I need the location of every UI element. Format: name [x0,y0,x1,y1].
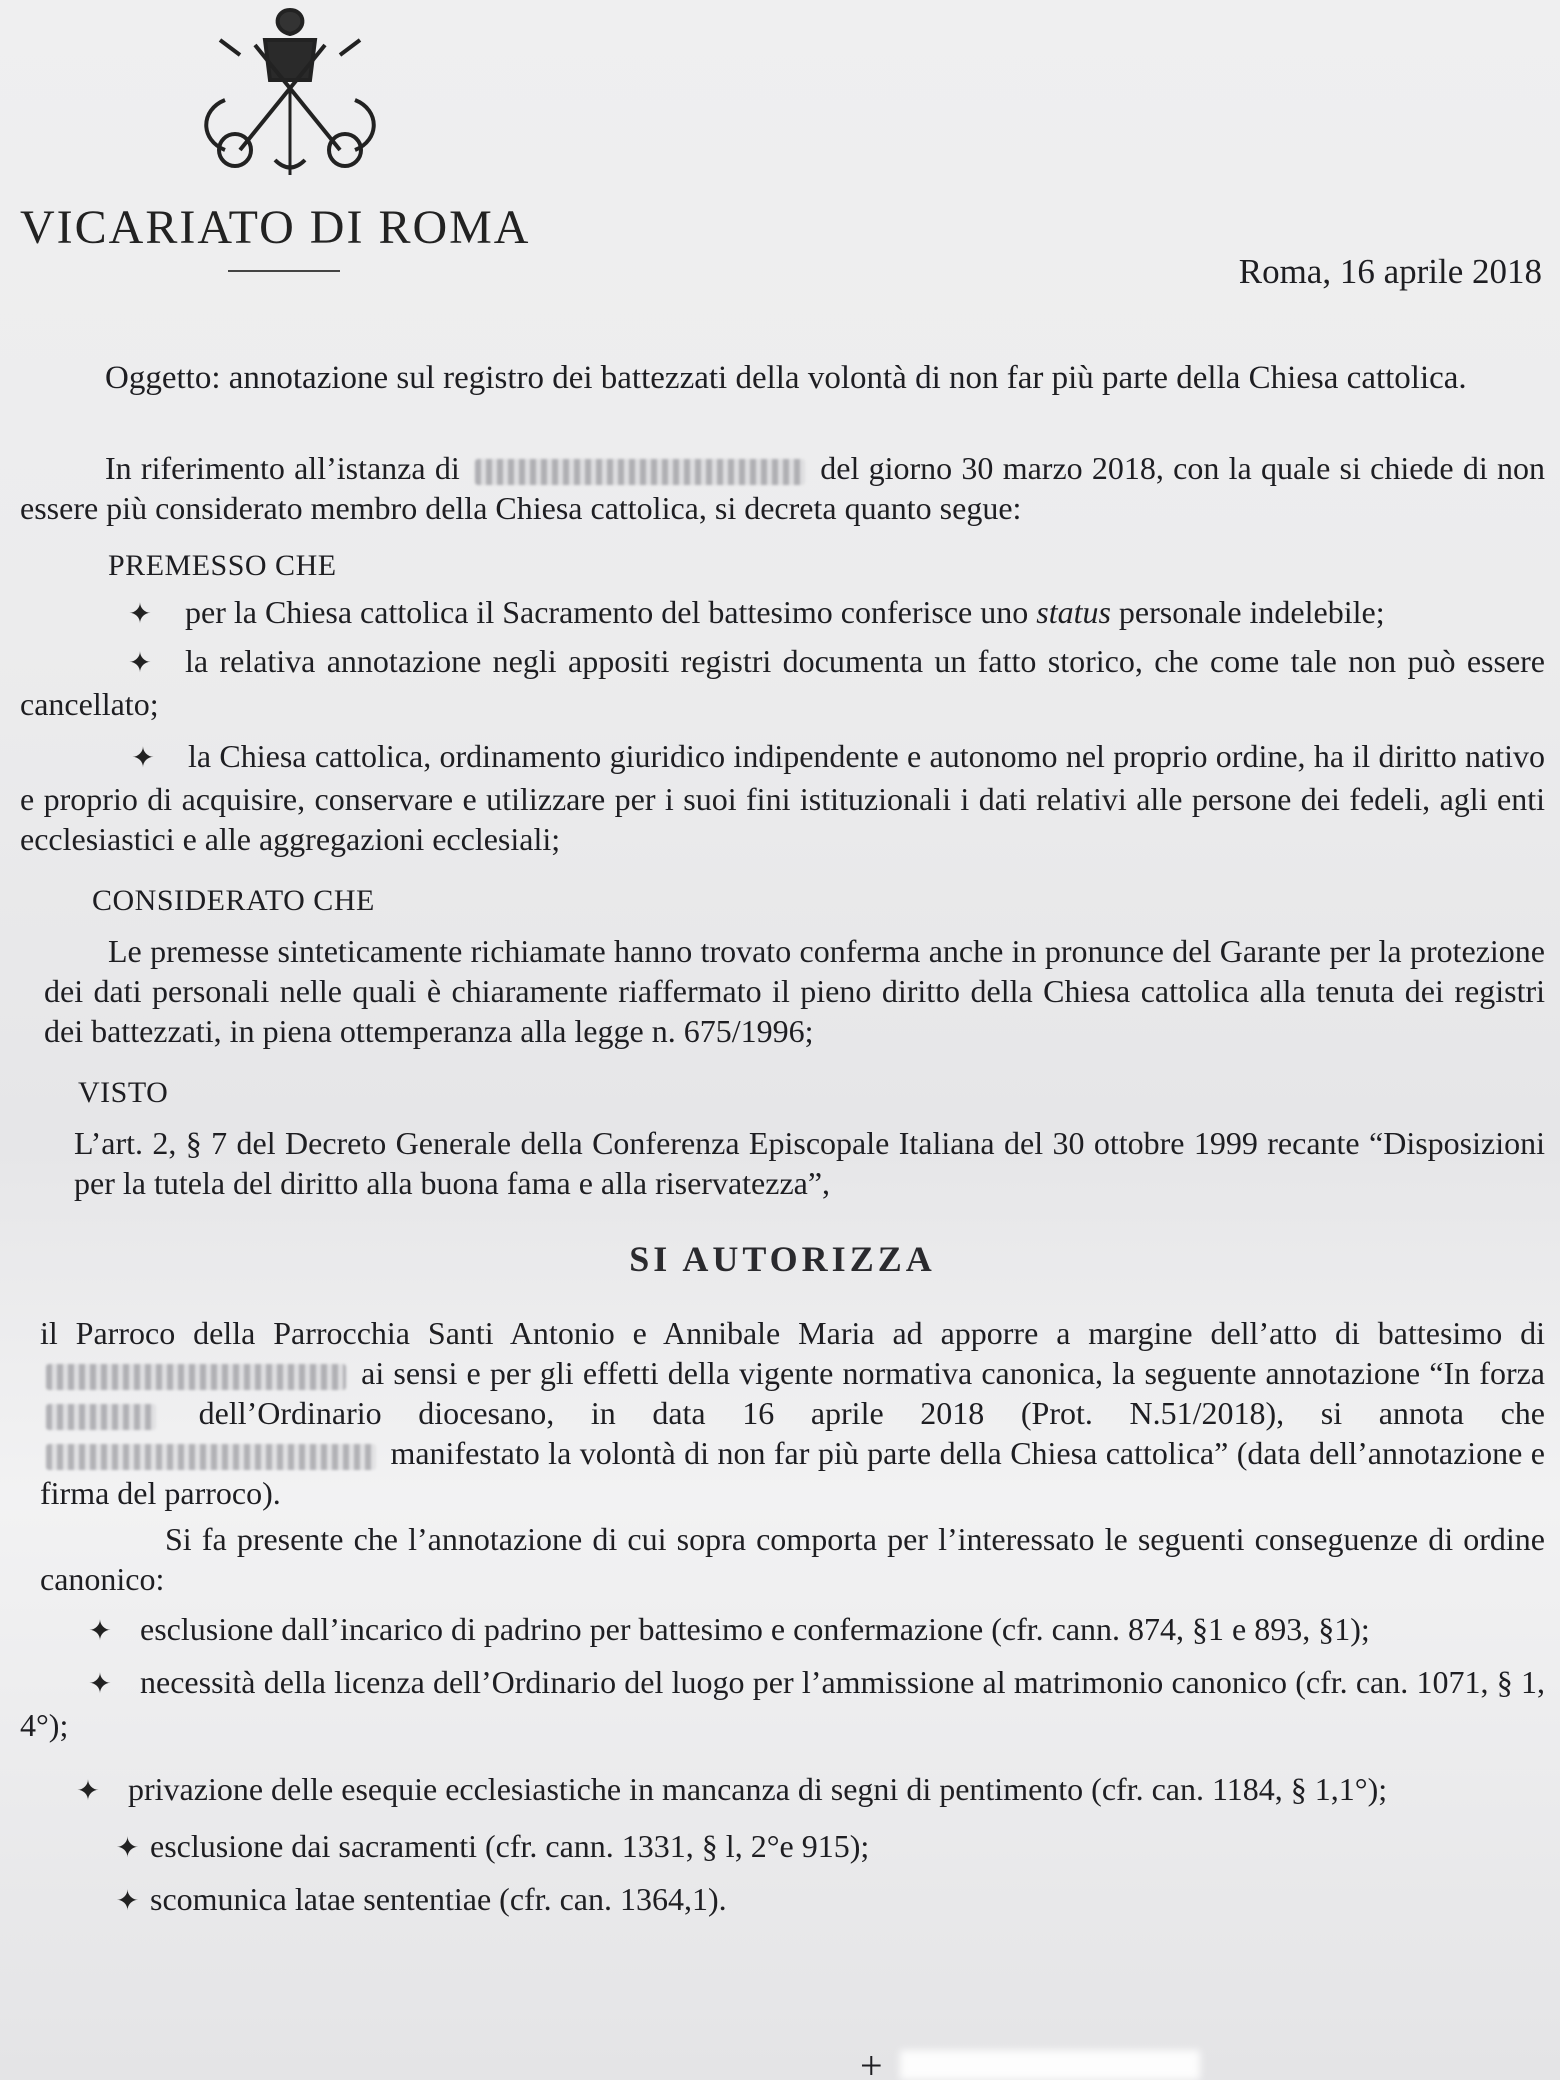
redacted-name [46,1444,376,1470]
reference-after: del giorno 30 marzo 2018, con la quale si chiede di non essere più considerato membro della Chiesa cattolica, si decreta quanto segue: [20,450,1546,526]
reference-paragraph [20,448,1545,528]
visto-text: L’art. 2, § 7 del Decreto Generale della Conferenza Episcopale Italiana del 30 ottobre 1999 recante “Disposizioni per la tutela del diritto alla buona fama e alla riservatezza”, [74,1125,1545,1201]
arrow-bullet-icon: ✦ [76,1776,100,1807]
premesso-item [20,641,1545,724]
consequence-item [20,1769,1545,1812]
consequence-1: esclusione dall’incarico di padrino per battesimo e confermazione (cfr. cann. 874, §1 e 893, §1); [140,1611,1370,1647]
premesso-item-1-after: personale indelebile; [1118,594,1385,630]
decree-part-4: manifestato la volontà di non far più parte della Chiesa cattolica” (data dell’annotazione e firma del parroco). [40,1435,1546,1511]
visto-heading: VISTO [78,1076,169,1109]
decree-part-2: ai sensi e per gli effetti della vigente normativa canonica, la seguente annotazione “In forza [361,1355,1546,1391]
consequence-4: esclusione dai sacramenti (cfr. cann. 1331, § l, 2°e 915); [150,1828,870,1864]
premesso-item [95,592,1545,635]
signature-cross: + [860,2043,883,2080]
arrow-bullet-icon: ✦ [115,1833,140,1864]
consequence-item [105,1826,1545,1869]
papal-keys-emblem-icon [180,0,400,180]
redacted-text [46,1404,156,1430]
si-autorizza-heading: SI AUTORIZZA [629,1239,936,1279]
consequence-5: scomunica latae sententiae (cfr. can. 1364,1). [150,1881,727,1917]
decree-part-3: dell’Ordinario diocesano, in data 16 aprile 2018 (Prot. N.51/2018), si annota che [198,1395,1546,1431]
consequence-item [60,1609,1545,1652]
premesso-item-1-italic: status [1036,594,1111,630]
premesso-item-1-before: per la Chiesa cattolica il Sacramento del battesimo conferisce uno [185,594,1029,630]
premesso-item-2: la relativa annotazione negli appositi registri documenta un fatto storico, che come tale non può essere cancellato; [20,643,1545,722]
consequence-2: necessità della licenza dell’Ordinario del luogo per l’ammissione al matrimonio canonico (cfr. can. 1071, § 1, 4°); [20,1664,1545,1743]
letter-body [20,350,1545,1922]
reference-before: In riferimento all’istanza di [105,450,460,486]
considerato-heading: CONSIDERATO CHE [92,884,375,917]
consequences-intro: Si fa presente che l’annotazione di cui sopra comporta per l’interessato le seguenti conseguenze di ordine canonico: [40,1521,1545,1597]
letterhead [20,0,540,280]
arrow-bullet-icon: ✦ [88,1669,112,1700]
redacted-name [46,1364,346,1390]
arrow-bullet-icon: ✦ [131,743,155,774]
redacted-signature [900,2050,1200,2080]
institution-name: VICARIATO DI ROMA [20,201,531,254]
redacted-name [475,459,805,485]
premesso-heading: PREMESSO CHE [108,549,337,582]
consequence-item [105,1879,1545,1922]
header-rule [228,270,340,272]
consequence-item [20,1662,1545,1745]
arrow-bullet-icon: ✦ [88,1616,112,1647]
arrow-bullet-icon: ✦ [128,599,152,630]
arrow-bullet-icon: ✦ [115,1886,140,1917]
subject-line: Oggetto: annotazione sul registro dei battezzati della volontà di non far più parte della Chiesa cattolica. [105,360,1467,396]
considerato-text: Le premesse sinteticamente richiamate hanno trovato conferma anche in pronunce del Garante per la protezione dei dati personali nelle quali è chiaramente riaffermato il pieno diritto della Chiesa cattolica alla tenuta dei registri dei battezzati, in piena ottemperanza alla legge n. 675/1996; [44,933,1545,1049]
premesso-item [20,736,1545,859]
decree-part-1: il Parroco della Parrocchia Santi Antonio e Annibale Maria ad apporre a margine dell’atto di battesimo di [40,1315,1545,1351]
arrow-bullet-icon: ✦ [128,648,152,679]
consequence-3: privazione delle esequie ecclesiastiche in mancanza di segni di pentimento (cfr. can. 1184, § 1,1°); [128,1771,1388,1807]
decree-paragraph [20,1313,1545,1513]
premesso-item-3: la Chiesa cattolica, ordinamento giuridico indipendente e autonomo nel proprio ordine, ha il diritto nativo e proprio di acquisire, conservare e utilizzare per i suoi fini istituzionali i dati relativi alle persone dei fedeli, agli enti ecclesiastici e alle aggregazioni ecclesiali; [20,738,1545,857]
letter-date: Roma, 16 aprile 2018 [1238,252,1542,291]
